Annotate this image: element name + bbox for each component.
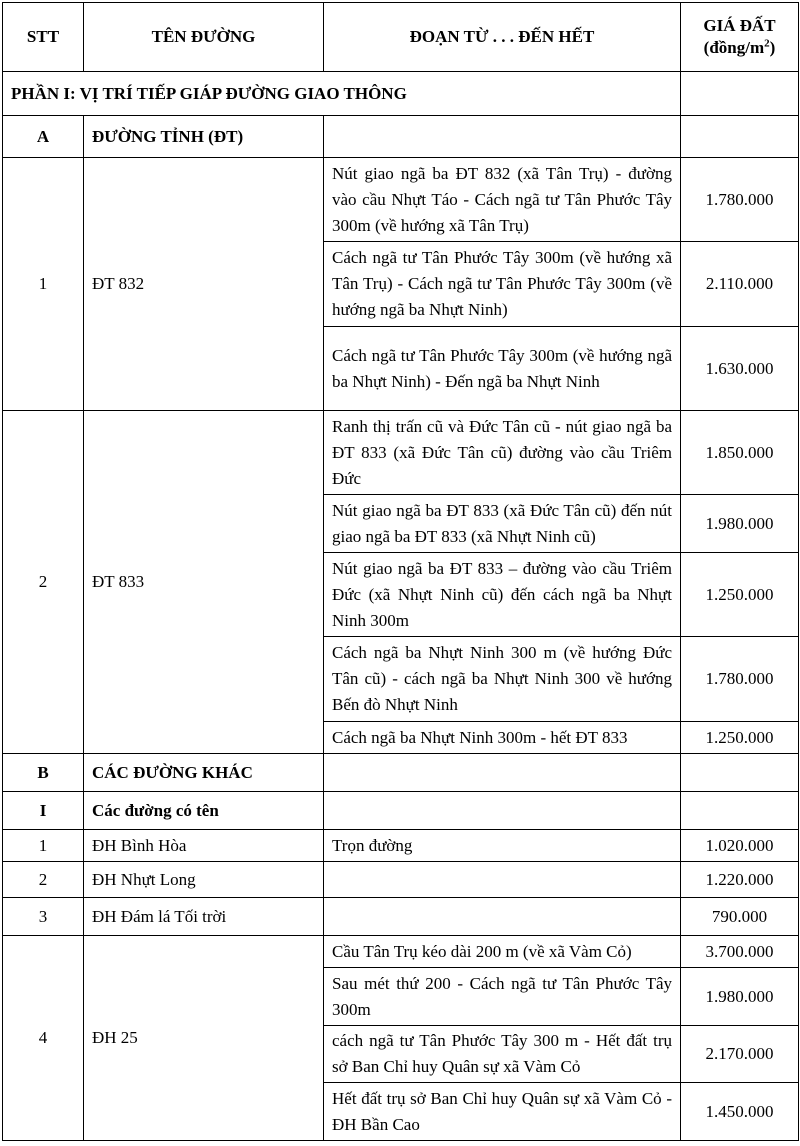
header-price [681, 3, 799, 72]
header-price-unit: (đồng/m [703, 38, 765, 57]
price: 1.850.000 [681, 411, 799, 495]
segment-desc: Ranh thị trấn cũ và Đức Tân cũ - nút giao ngã ba ĐT 833 (xã Đức Tân cũ) đường vào cầu Triêm Đức [324, 411, 681, 495]
road-name: ĐT 832 [84, 158, 324, 411]
table-header-row [3, 3, 799, 72]
road-name: ĐH Bình Hòa [84, 830, 324, 862]
section-row [3, 792, 799, 830]
table-row [3, 158, 799, 242]
part-row [3, 72, 799, 116]
segment-desc: Cách ngã ba Nhựt Ninh 300 m (về hướng Đức Tân cũ) - cách ngã ba Nhựt Ninh 300 về hướng Bến đò Nhựt Ninh [324, 637, 681, 722]
price: 1.780.000 [681, 637, 799, 722]
road-name: ĐH 25 [84, 936, 324, 1141]
segment-desc: Nút giao ngã ba ĐT 833 (xã Đức Tân cũ) đến nút giao ngã ba ĐT 833 (xã Nhựt Ninh cũ) [324, 495, 681, 553]
row-stt: 1 [3, 830, 84, 862]
road-name: ĐT 833 [84, 411, 324, 754]
section-row [3, 754, 799, 792]
price: 2.110.000 [681, 242, 799, 327]
part-title: PHẦN I: VỊ TRÍ TIẾP GIÁP ĐƯỜNG GIAO THÔNG [3, 72, 681, 116]
table-row [3, 830, 799, 862]
price: 1.630.000 [681, 327, 799, 411]
price: 1.980.000 [681, 495, 799, 553]
segment-desc: Sau mét thứ 200 - Cách ngã tư Tân Phước Tây 300m [324, 968, 681, 1026]
header-road-name: TÊN ĐƯỜNG [84, 3, 324, 72]
price: 1.220.000 [681, 862, 799, 898]
empty-cell [324, 116, 681, 158]
price: 1.980.000 [681, 968, 799, 1026]
row-stt: 1 [3, 158, 84, 411]
empty-cell [681, 116, 799, 158]
price: 1.450.000 [681, 1083, 799, 1141]
empty-cell [324, 754, 681, 792]
section-name: ĐƯỜNG TỈNH (ĐT) [84, 116, 324, 158]
segment-desc: Cách ngã ba Nhựt Ninh 300m - hết ĐT 833 [324, 722, 681, 754]
road-name: ĐH Đám lá Tối trời [84, 898, 324, 936]
section-name: Các đường có tên [84, 792, 324, 830]
price: 1.780.000 [681, 158, 799, 242]
empty-cell [681, 72, 799, 116]
empty-cell [681, 754, 799, 792]
price: 1.250.000 [681, 553, 799, 637]
table-row [3, 936, 799, 968]
row-stt: 2 [3, 411, 84, 754]
road-name: ĐH Nhựt Long [84, 862, 324, 898]
header-price-line1: GIÁ ĐẤT [703, 16, 776, 35]
empty-cell [681, 792, 799, 830]
segment-desc [324, 898, 681, 936]
section-row [3, 116, 799, 158]
price: 3.700.000 [681, 936, 799, 968]
segment-desc [324, 862, 681, 898]
segment-desc: Cách ngã tư Tân Phước Tây 300m (về hướng ngã ba Nhựt Ninh) - Đến ngã ba Nhựt Ninh [324, 327, 681, 411]
section-stt: B [3, 754, 84, 792]
table-row [3, 862, 799, 898]
price: 1.020.000 [681, 830, 799, 862]
empty-cell [324, 792, 681, 830]
segment-desc: Trọn đường [324, 830, 681, 862]
segment-desc: Nút giao ngã ba ĐT 832 (xã Tân Trụ) - đường vào cầu Nhựt Táo - Cách ngã tư Tân Phước Tây 300m (về hướng xã Tân Trụ) [324, 158, 681, 242]
header-stt: STT [3, 3, 84, 72]
segment-desc: Cách ngã tư Tân Phước Tây 300m (về hướng xã Tân Trụ) - Cách ngã tư Tân Phước Tây 300m (về hướng ngã ba Nhựt Ninh) [324, 242, 681, 327]
segment-desc: Hết đất trụ sở Ban Chỉ huy Quân sự xã Vàm Cỏ - ĐH Bần Cao [324, 1083, 681, 1141]
segment-desc: cách ngã tư Tân Phước Tây 300 m - Hết đất trụ sở Ban Chỉ huy Quân sự xã Vàm Cỏ [324, 1026, 681, 1083]
row-stt: 2 [3, 862, 84, 898]
price: 1.250.000 [681, 722, 799, 754]
header-price-sup: 2 [764, 37, 770, 50]
table-row [3, 411, 799, 495]
price: 2.170.000 [681, 1026, 799, 1083]
section-stt: A [3, 116, 84, 158]
table-row [3, 898, 799, 936]
row-stt: 4 [3, 936, 84, 1141]
header-segment: ĐOẠN TỪ . . . ĐẾN HẾT [324, 3, 681, 72]
price: 790.000 [681, 898, 799, 936]
section-name: CÁC ĐƯỜNG KHÁC [84, 754, 324, 792]
row-stt: 3 [3, 898, 84, 936]
header-price-close: ) [769, 38, 776, 57]
segment-desc: Cầu Tân Trụ kéo dài 200 m (về xã Vàm Cỏ) [324, 936, 681, 968]
segment-desc: Nút giao ngã ba ĐT 833 – đường vào cầu Triêm Đức (xã Nhựt Ninh cũ) đến cách ngã ba Nhựt Ninh 300m [324, 553, 681, 637]
land-price-table [2, 2, 799, 1141]
section-stt: I [3, 792, 84, 830]
